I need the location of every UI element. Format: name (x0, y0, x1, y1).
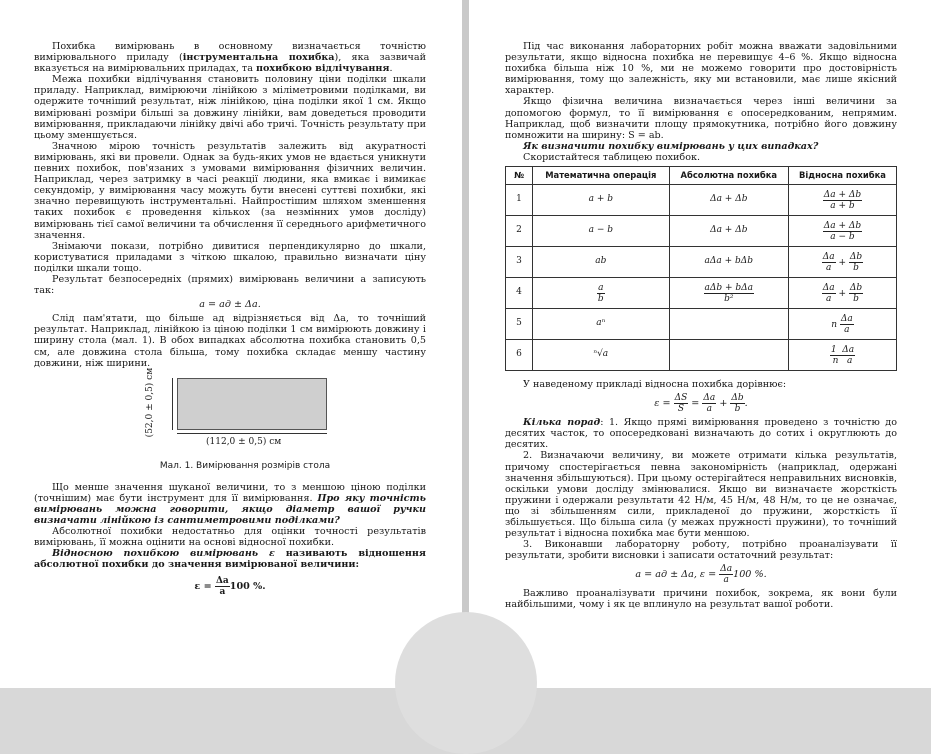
fraction (215, 576, 230, 597)
numerator: aΔb + bΔa (704, 282, 754, 293)
table-row (506, 185, 897, 216)
numerator: Δa (720, 564, 733, 575)
fraction (840, 314, 854, 335)
paragraph: Якщо фізична величина визначається через інші величини за допомогою формул, то її вимірювання є опосередкованим, непрямим. Наприклад, щоб визначити площу прямокутника, потрібно його довжину помножити на ширину: S = ab. (505, 96, 897, 141)
operation-cell: a − b (533, 216, 670, 247)
relative-error-cell: $\frac{\Delta a}{a}$ + $\frac{\Delta b}{b}$ (788, 278, 896, 309)
left-column (34, 41, 426, 600)
denominator: b (734, 404, 741, 415)
text: називають відношення абсолютної похибки до значення вимірюваної величини: (34, 548, 426, 571)
operation-cell: a + b (533, 185, 670, 216)
paragraph (34, 41, 426, 74)
relative-error-cell (788, 309, 896, 340)
fraction (822, 252, 836, 273)
text: Що менше значення шуканої величини, то з меншою ціною поділки (точнішим) має бути інструмент для її вимірювання. (34, 481, 426, 504)
table-header-row (506, 167, 897, 185)
row-number: 5 (506, 309, 533, 340)
numerator: Δb (849, 282, 863, 293)
paragraph: 2. Визначаючи величину, ви можете отримати кілька результатів, причому спостерігається певна закономірність (наприклад, одержані значення збільшуються). При цьому остерігайтеся неправильних висновків, оскільки умови досліду змінювалися. Якщо ви визначаєте жорсткість пружини і одержали результати 42 Н/м, 45 Н/м, 48 Н/м, то це не означає, що зі збільшенням сили, прикладеної до пружини, жорсткість її збільшується. Що більша сила (у межах пружності пружини), то точніший результат і відносна похибка має бути меншою. (505, 450, 897, 540)
numerator: Δa (840, 313, 853, 324)
table-row (506, 247, 897, 278)
denominator: a (844, 324, 850, 335)
paragraph: Слід пам'ятати, що більше aд відрізняється від Δa, то точніший результат. Наприклад, лінійкою із ціною поділки 1 см вимірюють довжину і ширину стола (мал. 1). В обох випадках абсолютна похибка становить 0,5 см, але довжина стола більша, тому похибка складає меншу частину довжини, ніж ширини. (34, 313, 426, 369)
formula (34, 576, 426, 597)
paragraph: Результат безпосередніх (прямих) вимірювань величини a записують так: (34, 273, 426, 297)
row-number: 3 (506, 247, 533, 278)
fraction (719, 564, 733, 585)
formula (505, 564, 897, 585)
denominator: n a (832, 355, 853, 366)
fraction (674, 393, 689, 414)
paragraph (34, 482, 426, 526)
text: . (389, 63, 393, 75)
dimension-line (172, 378, 173, 430)
denominator: a − b (830, 231, 855, 242)
paragraph: Значною мірою точність результатів залежить від акуратності вимірювань, які ви провели. Однак за будь-яких умов не вдається уникнути певних похибок, пов'язаних з умовами вимірювання фізичних величин. Наприклад, через затримку в часі реакції людини, яка вмикає і вимикає секундомір, у вимірювання часу можуть бути внесені суттєві похибки, які значно перевищують інструментальні. Найпростішим шляхом зменшення таких похибок є проведення кількох (за незмінних умов досліду) вимірювань тієї самої величини та обчислення її середнього арифметичного значення. (34, 140, 426, 241)
absolute-error-cell (669, 340, 788, 371)
term: похибкою відлічування (256, 63, 390, 75)
fraction (822, 283, 836, 304)
numerator: a (598, 282, 604, 293)
relative-error-cell: $\frac{\Delta a}{a}$ + $\frac{\Delta b}{b}$ (788, 247, 896, 278)
row-number: 1 (506, 185, 533, 216)
denominator: S (677, 404, 684, 415)
dimension-line (177, 433, 327, 434)
table-row (506, 340, 897, 371)
fraction (849, 252, 863, 273)
relative-error-cell (788, 185, 896, 216)
operation-cell: ⁿ√a (533, 340, 670, 371)
numerator: Δb (849, 251, 863, 262)
numerator: Δa + Δb (823, 189, 862, 200)
term: Кілька порад (523, 417, 601, 429)
paragraph: У наведеному прикладі відносна похибка дорівнює: (523, 379, 787, 391)
definition (34, 548, 426, 570)
book-gutter (462, 0, 469, 688)
fraction (704, 283, 755, 304)
text: ), яка зазвичай вказується на вимірювальних приладах, та (34, 52, 426, 75)
fraction (597, 283, 605, 304)
question: Про яку точність вимірювань можна говорити, якщо діаметр вашої ручки визначати лінійкою із сантиметровими поділками? (34, 492, 427, 527)
table-row (506, 309, 897, 340)
paragraph: Під час виконання лабораторних робіт можна вважати задовільними результати, якщо відносна похибка не перевищує 4–6 %. Якщо відносна похибка більша ніж 10 %, ми не можемо говорити про достовірність вимірювання, тому що залежність, яку ми встановили, має лише якісний характер. (505, 41, 897, 97)
table-figure (144, 367, 344, 455)
paragraph: Абсолютної похибки недостатньо для оцінки точності результатів вимірювань, її можна оцінити на основі відносної похибки. (34, 526, 426, 549)
denominator: b² (724, 293, 734, 304)
absolute-error-cell (669, 309, 788, 340)
scanner-thumb-shadow (395, 612, 537, 754)
absolute-error-cell: Δa + Δb (669, 216, 788, 247)
formula-lhs: ε = (194, 580, 212, 592)
table-header: Математична операція (533, 167, 670, 185)
fraction (730, 393, 744, 414)
table-row (506, 278, 897, 309)
numerator: Δa (822, 282, 835, 293)
formula-rhs: 100 %. (733, 569, 767, 581)
operation-cell: ab (533, 247, 670, 278)
numerator: Δa (822, 251, 835, 262)
numerator: Δa + Δb (823, 220, 862, 231)
text: : 1. Якщо прямі вимірювання проведено з точністю до десятих часток, то опосередковані визначають до сотих і округлюють до десятих. (505, 417, 897, 451)
paragraph: Межа похибки відлічування становить половину ціни поділки шкали приладу. Наприклад, вимірюючи лінійкою з міліметровими поділками, ви одержите точніший результат, ніж лінійкою, ціна поділки якої 1 см. Якщо вимірювані розміри більші за довжину лінійки, вам доведеться проводити вимірювання, прикладаючи лінійку двічі або тричі. Точність результату при цьому зменшується. (34, 74, 426, 141)
formula: a = aд ± Δa. (199, 299, 261, 311)
denominator: b (597, 293, 604, 304)
fraction (830, 345, 855, 366)
formula-lhs: ε = (654, 398, 671, 410)
fraction (702, 393, 716, 414)
right-page (469, 0, 931, 688)
absolute-error-cell: Δa + Δb (669, 185, 788, 216)
numerator: ΔS (674, 393, 688, 404)
fraction (849, 283, 863, 304)
table-header: Відносна похибка (788, 167, 896, 185)
fraction (823, 221, 862, 242)
figure-caption: Мал. 1. Вимірювання розмірів стола (159, 460, 331, 471)
right-column (505, 41, 897, 611)
coefficient: n (831, 319, 837, 330)
paragraph (505, 417, 897, 450)
operation-cell: aⁿ (533, 309, 670, 340)
relative-error-cell (788, 216, 896, 247)
row-number: 4 (506, 278, 533, 309)
table-header: № (506, 167, 533, 185)
relative-error-cell (788, 340, 896, 371)
paragraph: Знімаючи покази, потрібно дивитися перпендикулярно до шкали, користуватися приладами з чіткою шкалою, правильно визначати ціну поділки шкали тощо. (34, 240, 426, 274)
width-label: (52,0 ± 0,5) см (145, 367, 156, 438)
denominator: b (853, 293, 859, 304)
denominator: a (219, 586, 226, 597)
term: Відносною похибкою вимірювань ε (52, 548, 275, 560)
denominator: a + b (830, 200, 855, 211)
table-row (506, 216, 897, 247)
term: інструментальна похибка (182, 52, 335, 64)
absolute-error-cell (669, 278, 788, 309)
numerator: Δb (731, 393, 744, 404)
row-number: 6 (506, 340, 533, 371)
denominator: b (853, 262, 859, 273)
denominator: a (826, 262, 832, 273)
error-table (505, 166, 897, 371)
formula: ε = $\frac{\Delta S}{S}$ = $\frac{\Delta a}{a}$ + $\frac{\Delta b}{b}$ . (654, 393, 748, 415)
numerator: Δa (215, 575, 229, 586)
denominator: a (826, 293, 832, 304)
text: Похибка вимірювань в основному визначається точністю вимірювального приладу ( (34, 41, 426, 64)
paragraph: Скористайтеся таблицею похибок. (523, 151, 701, 163)
numerator: Δa (703, 393, 716, 404)
left-page (0, 0, 462, 688)
denominator: a (706, 404, 713, 415)
formula-rhs: 100 %. (229, 580, 266, 592)
paragraph: Важливо проаналізувати причини похибок, зокрема, як вони були найбільшими, чому і як це вплинуло на результат вашої роботи. (505, 588, 897, 611)
operation-cell (533, 278, 670, 309)
absolute-error-cell: aΔa + bΔb (669, 247, 788, 278)
question: Як визначити похибку вимірювань у цих випадках? (523, 140, 819, 152)
fraction (823, 190, 862, 211)
length-label: (112,0 ± 0,5) см (206, 436, 282, 447)
table-rectangle (177, 378, 327, 430)
formula-lhs: a = aд ± Δa, ε = (635, 569, 717, 581)
numerator: 1 Δa (830, 344, 855, 355)
table-header: Абсолютна похибка (669, 167, 788, 185)
paragraph: 3. Виконавши лабораторну роботу, потрібно проаналізувати її результати, зробити висновки і записати остаточний результат: (505, 539, 897, 562)
row-number: 2 (506, 216, 533, 247)
denominator: a (723, 575, 729, 586)
